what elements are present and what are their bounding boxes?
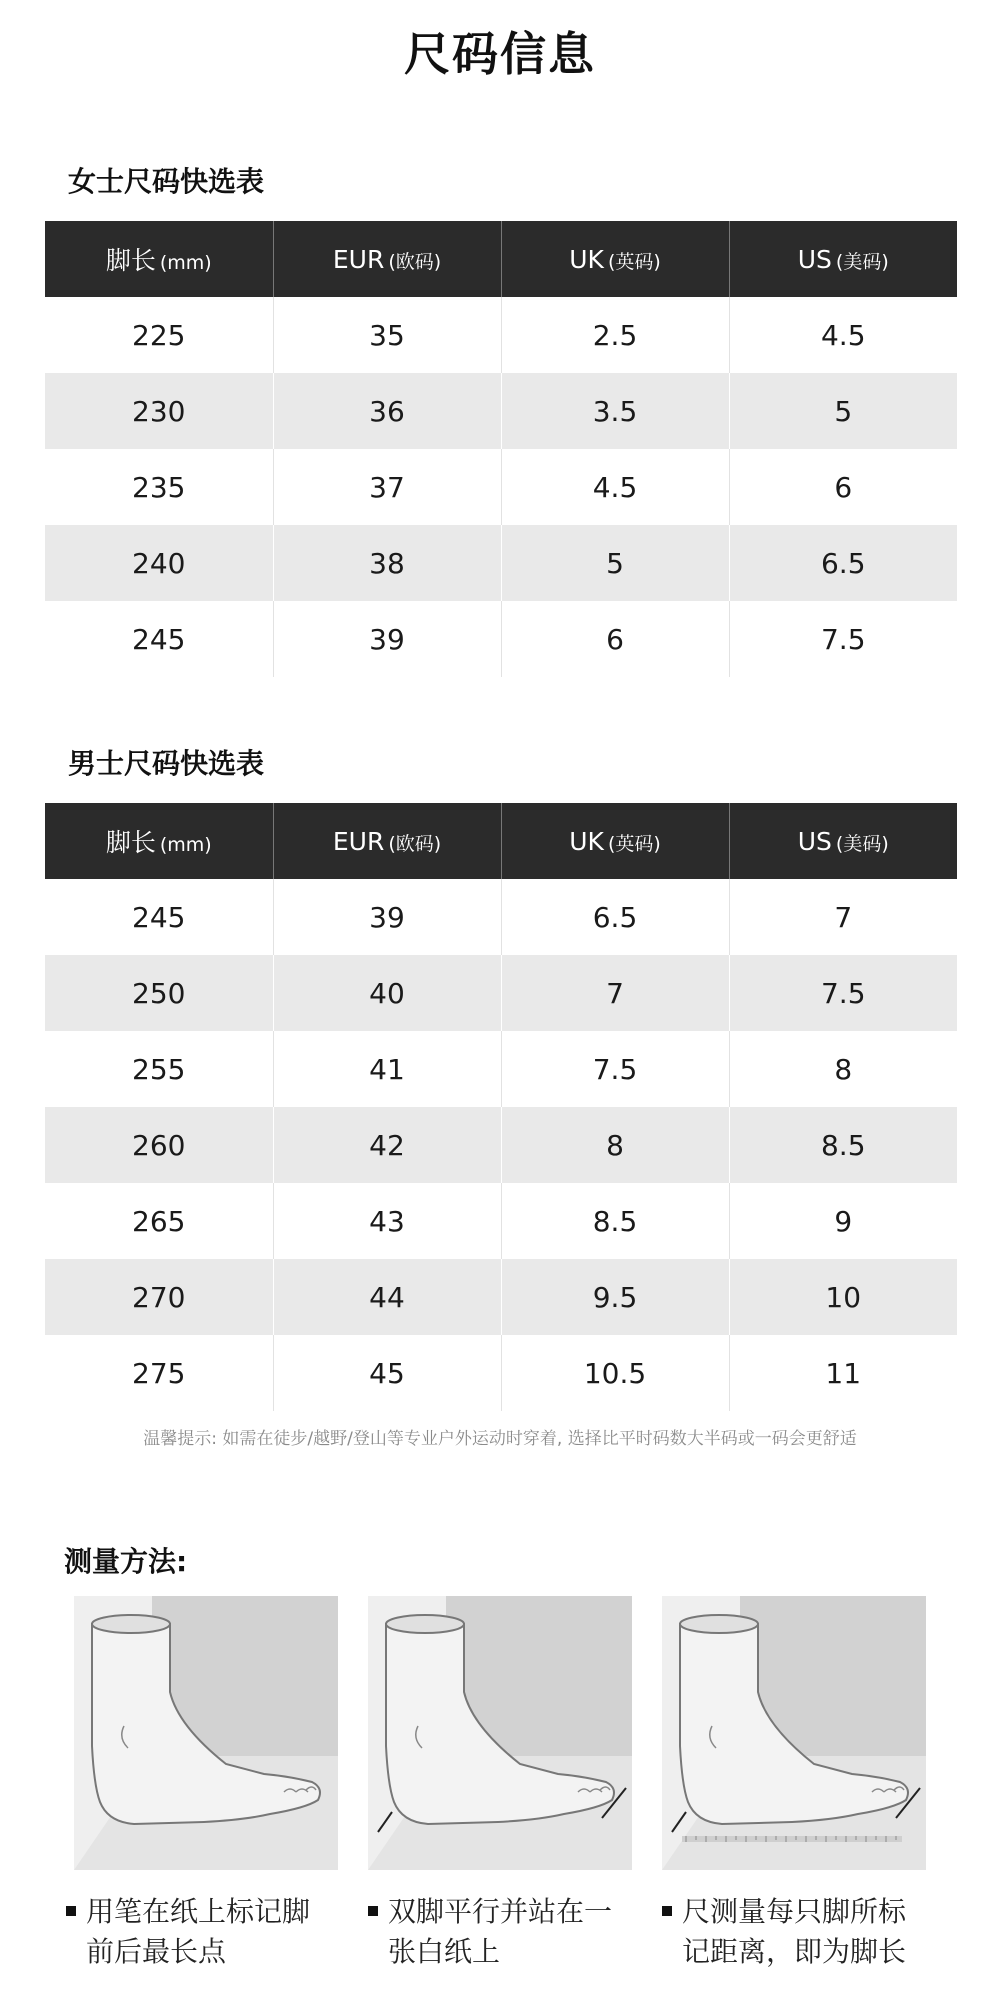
- cell-foot-length: 235: [132, 470, 186, 504]
- table-row: [45, 1031, 957, 1107]
- cell-eur: 45: [273, 1335, 501, 1411]
- table-row: [45, 955, 957, 1031]
- cell-eur: 41: [273, 1031, 501, 1107]
- table-row: [45, 525, 957, 601]
- table-row: [45, 601, 957, 677]
- cell-uk: 8.5: [501, 1183, 729, 1259]
- cell-eur: 42: [273, 1107, 501, 1183]
- measure-step-text: 双脚平行并站在一张白纸上: [388, 1895, 613, 1968]
- cell-us: 6.5: [729, 525, 957, 601]
- cell-us: 4.5: [729, 297, 957, 373]
- cell-eur: 36: [273, 373, 501, 449]
- header-eur: EUR (欧码): [273, 803, 501, 879]
- cell-us: 10: [729, 1259, 957, 1335]
- cell-us: 6: [729, 449, 957, 525]
- cell-foot-length: 265: [132, 1204, 186, 1238]
- cell-us: 7.5: [729, 955, 957, 1031]
- header-foot-length: 脚长 (mm): [45, 803, 273, 879]
- header-uk: UK (英码): [501, 221, 729, 297]
- table-header-row: [45, 803, 957, 879]
- table-row: [45, 297, 957, 373]
- cell-eur: 44: [273, 1259, 501, 1335]
- fit-tip: 温馨提示: 如需在徒步/越野/登山等专业户外运动时穿着, 选择比平时码数大半码或一码会更舒适: [143, 1429, 857, 1449]
- cell-foot-length: 270: [45, 1259, 273, 1335]
- measure-step-1: [66, 1892, 316, 1972]
- cell-eur: 40: [273, 955, 501, 1031]
- cell-eur: 38: [273, 525, 501, 601]
- cell-uk: 7.5: [501, 1031, 729, 1107]
- cell-uk: 8: [501, 1107, 729, 1183]
- cell-uk: 9.5: [501, 1259, 729, 1335]
- cell-us: 9: [729, 1183, 957, 1259]
- cell-eur: 37: [273, 449, 501, 525]
- cell-eur: 43: [273, 1183, 501, 1259]
- table-header-row: [45, 221, 957, 297]
- cell-foot-length: 225: [132, 318, 186, 352]
- table-row: [45, 1335, 957, 1411]
- table-row: [45, 1183, 957, 1259]
- cell-uk: 6.5: [501, 879, 729, 955]
- cell-eur: 39: [273, 879, 501, 955]
- header-eur: EUR (欧码): [273, 221, 501, 297]
- bullet-icon: [368, 1906, 378, 1916]
- cell-foot-length: 255: [132, 1052, 186, 1086]
- men-size-table: [45, 803, 957, 1411]
- women-size-table: [45, 221, 957, 677]
- table-row: [45, 1259, 957, 1335]
- cell-eur: 39: [273, 601, 501, 677]
- table-row: [45, 879, 957, 955]
- measure-step-3: [662, 1892, 912, 1972]
- cell-uk: 5: [501, 525, 729, 601]
- cell-us: 7: [729, 879, 957, 955]
- women-table-title: 女士尺码快选表: [68, 165, 265, 198]
- cell-uk: 3.5: [501, 373, 729, 449]
- measure-step-text: 用笔在纸上标记脚前后最长点: [86, 1895, 311, 1968]
- foot-illustration-mark: [74, 1596, 338, 1870]
- table-row: [45, 449, 957, 525]
- table-row: [45, 373, 957, 449]
- cell-foot-length: 250: [45, 955, 273, 1031]
- measure-step-2: [368, 1892, 618, 1972]
- cell-uk: 10.5: [501, 1335, 729, 1411]
- foot-illustration-measure: [662, 1596, 926, 1870]
- cell-uk: 6: [501, 601, 729, 677]
- cell-foot-length: 240: [45, 525, 273, 601]
- cell-uk: 7: [501, 955, 729, 1031]
- cell-us: 5: [729, 373, 957, 449]
- header-us: US (美码): [729, 803, 957, 879]
- table-row: [45, 1107, 957, 1183]
- cell-foot-length: 260: [45, 1107, 273, 1183]
- cell-foot-length: 275: [132, 1356, 186, 1390]
- cell-us: 11: [729, 1335, 957, 1411]
- page-title: 尺码信息: [404, 27, 596, 81]
- cell-eur: 35: [273, 297, 501, 373]
- bullet-icon: [662, 1906, 672, 1916]
- cell-us: 8.5: [729, 1107, 957, 1183]
- header-us: US (美码): [729, 221, 957, 297]
- bullet-icon: [66, 1906, 76, 1916]
- header-uk: UK (英码): [501, 803, 729, 879]
- cell-foot-length: 245: [132, 900, 186, 934]
- cell-foot-length: 245: [132, 622, 186, 656]
- cell-uk: 2.5: [501, 297, 729, 373]
- cell-us: 8: [729, 1031, 957, 1107]
- cell-foot-length: 230: [45, 373, 273, 449]
- cell-uk: 4.5: [501, 449, 729, 525]
- men-table-title: 男士尺码快选表: [68, 747, 265, 780]
- cell-us: 7.5: [729, 601, 957, 677]
- measure-step-text: 尺测量每只脚所标记距离，即为脚长: [682, 1895, 907, 1968]
- header-foot-length: 脚长 (mm): [45, 221, 273, 297]
- measure-title: 测量方法:: [64, 1545, 188, 1578]
- foot-illustration-stand: [368, 1596, 632, 1870]
